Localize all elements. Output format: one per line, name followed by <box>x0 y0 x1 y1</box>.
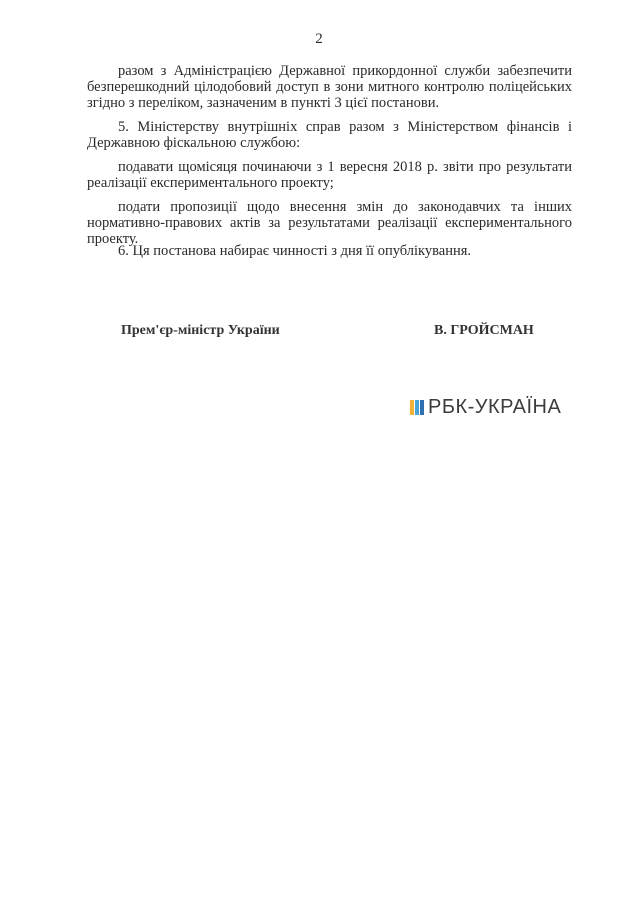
watermark-logo <box>410 396 561 419</box>
body-line: подати пропозиції щодо внесення змін до законодавчих та інших <box>118 199 572 215</box>
body-line: 6. Ця постанова набирає чинності з дня її опублікування. <box>118 243 472 259</box>
signature-title: Прем'єр-міністр України <box>121 323 280 338</box>
page-number: 2 <box>315 31 323 47</box>
body-line: Державною фіскальною службою: <box>87 135 301 151</box>
watermark-text: РБК-УКРАЇНА <box>428 396 562 418</box>
body-line: подавати щомісяця починаючи з 1 вересня 2018 р. звіти про результати <box>118 159 572 175</box>
signature-name: В. ГРОЙСМАН <box>434 323 534 338</box>
body-line: згідно з переліком, зазначеним в пункті 3 цієї постанови. <box>87 95 440 111</box>
logo-bars-icon <box>410 400 424 415</box>
body-line: разом з Адміністрацією Державної прикордонної служби забезпечити <box>118 63 572 79</box>
body-line: 5. Міністерству внутрішніх справ разом з Міністерством фінансів і <box>118 119 572 135</box>
body-line: нормативно-правових актів за результатами реалізації експериментального <box>87 215 572 231</box>
body-line: безперешкодний цілодобовий доступ в зони митного контролю поліцейських <box>87 79 572 95</box>
body-line: проекту. <box>87 231 139 247</box>
body-line: реалізації експериментального проекту; <box>87 175 334 191</box>
